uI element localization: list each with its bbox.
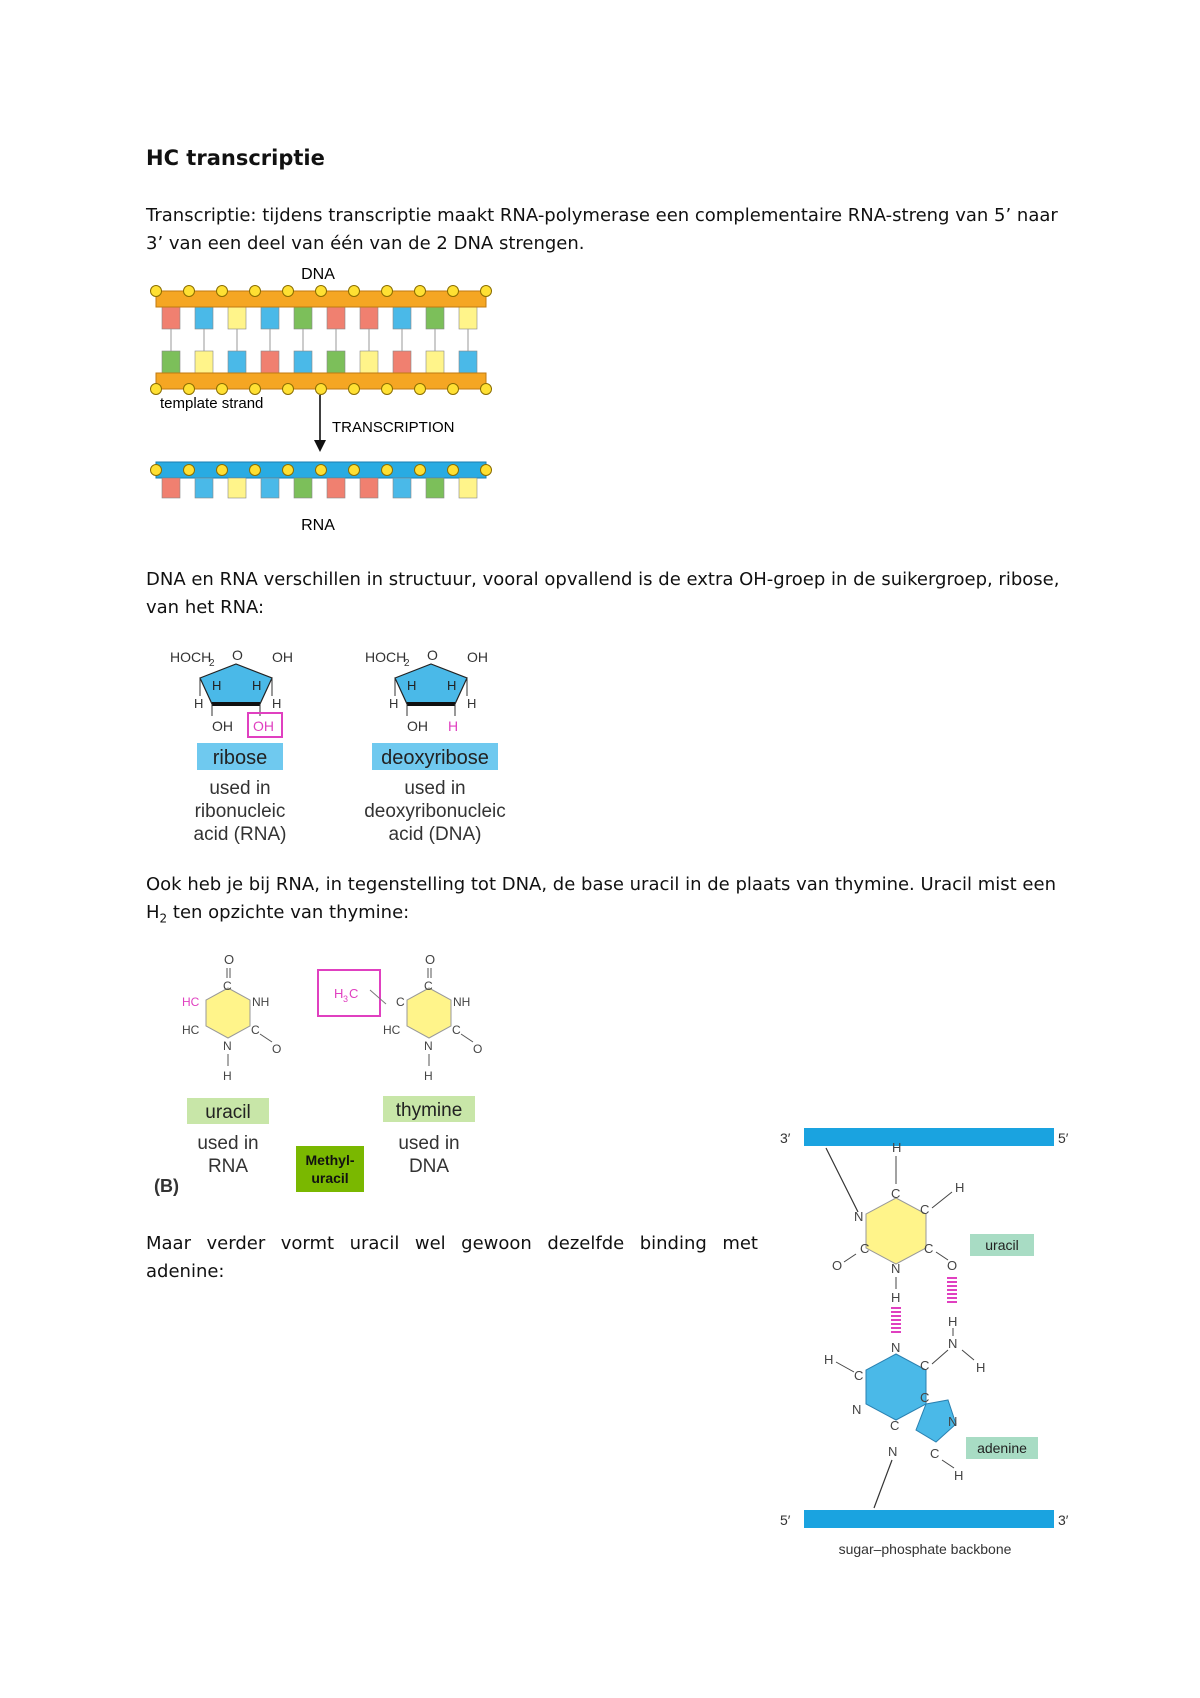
thymine-desc-1: used in: [398, 1133, 460, 1154]
pair-a-h-amino-1: H: [948, 1314, 958, 1329]
phosphate-dot: [151, 384, 162, 395]
pair-u-o-left: O: [832, 1258, 843, 1273]
dna-top-base: [393, 307, 411, 329]
top-backbone: [804, 1128, 1054, 1146]
pair-a-n2: N: [852, 1402, 862, 1417]
paragraph-transcription: Transcriptie: tijdens transcriptie maakt RNA-polymerase een complementaire RNA-streng van 5’ naar 3’ van een deel van één van de 2 DNA strengen.: [146, 205, 1058, 254]
ribose-name: ribose: [212, 747, 268, 769]
thymine-c-left: C: [396, 995, 405, 1009]
phosphate-dot: [415, 465, 426, 476]
pair-u-n1: N: [854, 1209, 864, 1224]
bottom-left-end: 5′: [780, 1512, 791, 1528]
phosphate-dot: [316, 384, 327, 395]
paragraph-uracil-a: Ook heb je bij RNA, in tegenstelling tot DNA, de base uracil in de plaats van thymine. Uracil mist een H: [146, 874, 1056, 923]
ribose-h4: H: [272, 696, 282, 711]
phosphate-dot: [481, 286, 492, 297]
phosphate-dot: [382, 286, 393, 297]
uracil-c-right: C: [251, 1023, 260, 1037]
phosphate-dot: [382, 465, 393, 476]
pair-a-h-bottom: H: [954, 1468, 964, 1483]
pair-a-n1: N: [891, 1340, 901, 1355]
pair-u-c3: C: [860, 1241, 870, 1256]
pair-a-h-left: H: [824, 1352, 834, 1367]
pair-a-c1: C: [920, 1358, 930, 1373]
phosphate-dot: [151, 465, 162, 476]
phosphate-dot: [448, 465, 459, 476]
uracil-name: uracil: [205, 1102, 251, 1123]
deoxyribose-desc-2: deoxyribonucleic: [364, 801, 506, 822]
deoxyribose-h3: H: [389, 696, 399, 711]
deoxyribose-h-highlight: H: [448, 718, 459, 734]
uracil-n: N: [223, 1039, 232, 1053]
dna-top-base: [426, 307, 444, 329]
deoxyribose-hoch2-sub: 2: [404, 658, 410, 669]
ribose-desc-1: used in: [209, 778, 271, 799]
deoxyribose-hoch2: HOCH: [365, 649, 407, 665]
pairing-adenine-label: adenine: [977, 1440, 1027, 1456]
rna-label: RNA: [301, 517, 335, 534]
uracil-desc-1: used in: [197, 1133, 259, 1154]
deoxyribose-ring-o: O: [427, 647, 438, 663]
thymine-h3c-sub: 3: [343, 994, 349, 1004]
deoxyribose-h4: H: [467, 696, 477, 711]
thymine-nh: NH: [453, 995, 471, 1009]
ribose-oh-bottom: OH: [212, 718, 233, 734]
pairing-uracil-label: uracil: [985, 1237, 1019, 1253]
pair-a-c5: C: [930, 1446, 940, 1461]
phosphate-dot: [481, 465, 492, 476]
thymine-h: H: [424, 1069, 433, 1083]
rna-base: [327, 478, 345, 498]
deoxyribose-desc-1: used in: [404, 778, 466, 799]
ribose-desc-3: acid (RNA): [193, 824, 287, 845]
phosphate-dot: [448, 384, 459, 395]
ribose-desc-2: ribonucleic: [194, 801, 286, 822]
pair-u-h-n: H: [891, 1290, 901, 1305]
thymine-h3c-c: C: [349, 986, 359, 1001]
pair-a-c3: C: [920, 1390, 930, 1405]
uracil-c-top: C: [223, 979, 232, 993]
rna-base: [426, 478, 444, 498]
phosphate-dot: [382, 384, 393, 395]
thymine-desc-2: DNA: [408, 1156, 450, 1177]
thymine-c-top: C: [424, 979, 433, 993]
transcription-arrow-head: [314, 440, 326, 452]
ribose-h2: H: [252, 678, 262, 693]
methyl-badge-line-1: Methyl-: [305, 1152, 355, 1168]
pair-a-h-amino-2: H: [976, 1360, 986, 1375]
rna-base: [459, 478, 477, 498]
pair-a-n-amino: N: [948, 1336, 958, 1351]
pair-u-o-right: O: [947, 1258, 958, 1273]
figure-transcription: [150, 262, 500, 552]
thymine-h3c: H: [334, 986, 344, 1001]
thymine-n: N: [424, 1039, 433, 1053]
rna-base: [162, 478, 180, 498]
phosphate-dot: [481, 384, 492, 395]
ribose-h1: H: [212, 678, 222, 693]
dna-top-base: [261, 307, 279, 329]
panel-label: (B): [154, 1176, 179, 1196]
phosphate-dot: [283, 465, 294, 476]
uracil-nh: NH: [252, 995, 270, 1009]
dna-label: DNA: [301, 266, 335, 283]
paragraph-uracil-b: ten opzichte van thymine:: [167, 902, 410, 923]
dna-top-base: [360, 307, 378, 329]
paragraph-adenine: Maar verder vormt uracil wel gewoon dezelfde binding met adenine:: [146, 1233, 758, 1282]
paragraph-uracil: [146, 871, 1066, 933]
phosphate-dot: [349, 465, 360, 476]
thymine-ring: [407, 988, 451, 1038]
dna-top-base: [327, 307, 345, 329]
phosphate-dot: [415, 286, 426, 297]
figure-pairing: [780, 1124, 1080, 1564]
dna-bottom-base: [459, 351, 477, 373]
phosphate-dot: [349, 384, 360, 395]
uracil-h: H: [223, 1069, 232, 1083]
dna-bottom-base: [162, 351, 180, 373]
phosphate-dot: [349, 286, 360, 297]
ribose-h3: H: [194, 696, 204, 711]
phosphate-dot: [283, 384, 294, 395]
methyl-badge-line-2: uracil: [311, 1170, 349, 1186]
ribose-oh-top: OH: [272, 649, 293, 665]
pair-u-n2: N: [891, 1261, 901, 1276]
deoxyribose-oh-bottom: OH: [407, 718, 428, 734]
deoxyribose-name: deoxyribose: [381, 747, 489, 769]
thymine-c-right: C: [452, 1023, 461, 1037]
template-strand-label: template strand: [160, 395, 264, 412]
ribose-structure: [170, 647, 293, 845]
uracil-desc-2: RNA: [207, 1156, 249, 1177]
thymine-hc: HC: [383, 1023, 401, 1037]
ribose-ring-o: O: [232, 647, 243, 663]
paragraph-structure: DNA en RNA verschillen in structuur, vooral opvallend is de extra OH-groep in de suikergroep, ribose, van het RNA:: [146, 569, 1060, 618]
uracil-structure: [182, 952, 281, 1177]
thymine-structure: [318, 952, 482, 1177]
dna-bottom-base: [228, 351, 246, 373]
dna-bottom-base: [327, 351, 345, 373]
uracil-o-top: O: [224, 952, 235, 967]
rna-base: [393, 478, 411, 498]
backbone-label: sugar–phosphate backbone: [838, 1541, 1012, 1557]
pair-a-n4: N: [888, 1444, 898, 1459]
uracil-ring: [206, 988, 250, 1038]
dna-bottom-base: [195, 351, 213, 373]
rna-base: [360, 478, 378, 498]
ribose-oh-highlight: OH: [253, 718, 274, 734]
bottom-backbone: [804, 1510, 1054, 1528]
deoxyribose-h2: H: [447, 678, 457, 693]
pair-u-c1: C: [891, 1186, 901, 1201]
pair-u-c4: C: [924, 1241, 934, 1256]
phosphate-dot: [184, 286, 195, 297]
pair-a-c2: C: [854, 1368, 864, 1383]
rna-base: [261, 478, 279, 498]
pair-a-c4: C: [890, 1418, 900, 1433]
phosphate-dot: [316, 465, 327, 476]
rna-base: [294, 478, 312, 498]
top-left-end: 3′: [780, 1130, 791, 1146]
ribose-hoch2: HOCH: [170, 649, 212, 665]
pair-u-c2: C: [920, 1202, 930, 1217]
uracil-hc-2: HC: [182, 1023, 200, 1037]
phosphate-dot: [415, 384, 426, 395]
ribose-hoch2-sub: 2: [209, 658, 215, 669]
pair-a-n3: N: [948, 1414, 958, 1429]
deoxyribose-h1: H: [407, 678, 417, 693]
phosphate-dot: [250, 384, 261, 395]
phosphate-dot: [217, 384, 228, 395]
phosphate-dot: [217, 465, 228, 476]
phosphate-dot: [448, 286, 459, 297]
phosphate-dot: [250, 286, 261, 297]
deoxyribose-oh-top: OH: [467, 649, 488, 665]
rna-base: [228, 478, 246, 498]
bottom-right-end: 3′: [1058, 1512, 1069, 1528]
pairing-uracil-ring: [866, 1198, 926, 1264]
dna-bottom-base: [261, 351, 279, 373]
thymine-name: thymine: [395, 1100, 463, 1121]
page-title: HC transcriptie: [146, 146, 325, 170]
hydrogen-bond-1: [891, 1308, 901, 1332]
dna-bottom-base: [294, 351, 312, 373]
dna-top-base: [195, 307, 213, 329]
phosphate-dot: [184, 465, 195, 476]
dna-top-base: [228, 307, 246, 329]
hydrogen-bond-2: [947, 1278, 957, 1302]
phosphate-dot: [283, 286, 294, 297]
rna-base: [195, 478, 213, 498]
figure-sugars: [160, 640, 540, 850]
phosphate-dot: [151, 286, 162, 297]
dna-top-base: [459, 307, 477, 329]
rna-bases: [162, 478, 477, 498]
deoxyribose-desc-3: acid (DNA): [388, 824, 482, 845]
uracil-o-right: O: [272, 1042, 282, 1056]
uracil-hc-1: HC: [182, 995, 200, 1009]
dna-bottom-base: [360, 351, 378, 373]
phosphate-dot: [316, 286, 327, 297]
phosphate-dot: [217, 286, 228, 297]
phosphate-dot: [250, 465, 261, 476]
thymine-o-top: O: [425, 952, 436, 967]
dna-top-base: [162, 307, 180, 329]
dna-bottom-base: [393, 351, 411, 373]
thymine-o-right: O: [473, 1042, 483, 1056]
transcription-arrow-label: TRANSCRIPTION: [332, 419, 455, 436]
figure-bases: [150, 950, 500, 1200]
top-right-end: 5′: [1058, 1130, 1069, 1146]
pair-u-h-top: H: [892, 1140, 902, 1155]
pair-u-h-right: H: [955, 1180, 965, 1195]
phosphate-dot: [184, 384, 195, 395]
deoxyribose-structure: [364, 647, 506, 845]
paragraph-uracil-sub: 2: [159, 911, 168, 926]
pairing-adenine-ring-6: [866, 1354, 926, 1420]
dna-base-pairs: [162, 307, 477, 373]
dna-top-base: [294, 307, 312, 329]
dna-bottom-base: [426, 351, 444, 373]
